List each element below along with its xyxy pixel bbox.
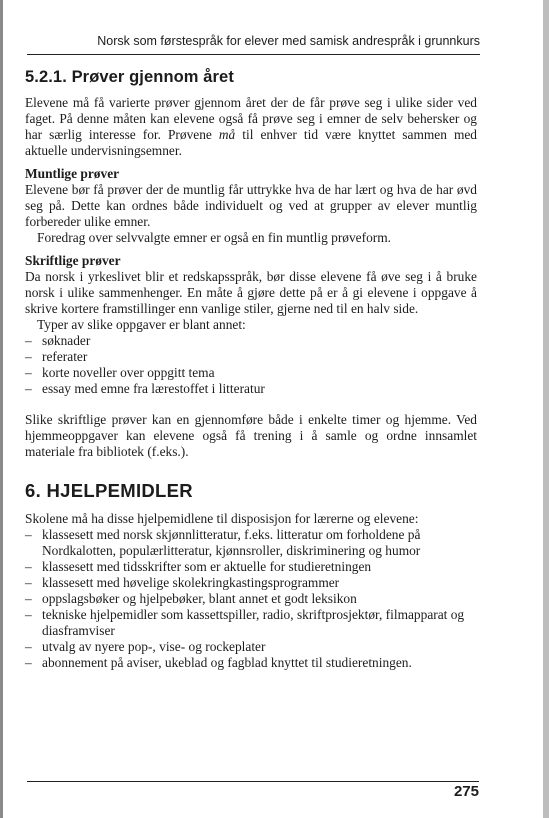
written-list-intro: Typer av slike oppgaver er blant annet:: [37, 317, 246, 332]
footer-rule: [27, 781, 479, 782]
running-header: Norsk som førstespråk for elever med samisk andrespråk i grunnkurs: [97, 34, 480, 48]
list-item: – klassesett med norsk skjønnlitteratur, f.eks. litteratur om forholdene på Nordkalotten, populærlitteratur, kjønnsroller, diskriminering og humor: [25, 527, 477, 559]
intro-text-2: til enhver tid være knyttet sammen med aktuelle undervisningsemner.: [25, 127, 477, 158]
list-item: – klassesett med høvelige skolekringkastingsprogrammer: [25, 575, 477, 591]
oral-tests-heading: Muntlige prøver: [25, 166, 120, 181]
oral-tests-paragraph: Elevene bør få prøver der de muntlig får uttrykke hva de har lært og hva de har øvd seg på. Dette kan ordnes både individuelt og ved at grupper av elever muntlig forbereder ulike emner.: [25, 182, 477, 229]
list-item: – utvalg av nyere pop-, vise- og rockeplater: [25, 639, 477, 655]
list-item: – abonnement på aviser, ukeblad og fagblad knyttet til studieretningen.: [25, 655, 477, 671]
oral-tests-paragraph-2: Foredrag over selvvalgte emner er også en fin muntlig prøveform.: [37, 230, 391, 245]
section-heading-5-2-1: 5.2.1. Prøver gjennom året: [25, 68, 234, 86]
list-item: – søknader: [25, 333, 477, 349]
intro-emphasis: må: [218, 127, 236, 142]
written-tests-list: [25, 333, 477, 397]
written-tests-paragraph: Da norsk i yrkeslivet blir et redskapsspråk, bør disse elevene få øve seg i å bruke norsk i ulike sammenhenger. En måte å gjøre dette på er å gi elevene i oppgave å skrive kortere framstillinger enn vanlige stiler, gjerne ned til en halv side.: [25, 269, 477, 316]
closing-paragraph: Slike skriftlige prøver kan en gjennomføre både i enkelte timer og hjemme. Ved hjemmeoppgaver kan elevene også få trening i å samle og ordne innsamlet materiale fra bibliotek (f.eks.).: [25, 412, 477, 459]
list-item: – oppslagsbøker og hjelpebøker, blant annet et godt leksikon: [25, 591, 477, 607]
intro-paragraph: [25, 95, 477, 159]
aids-list: [25, 527, 477, 671]
list-item: – klassesett med tidsskrifter som er aktuelle for studieretningen: [25, 559, 477, 575]
list-item: – tekniske hjelpemidler som kassettspiller, radio, skriftprosjektør, filmapparat og diasframviser: [25, 607, 477, 639]
aids-intro: Skolene må ha disse hjelpemidlene til disposisjon for lærerne og elevene:: [25, 511, 419, 526]
list-item: – referater: [25, 349, 477, 365]
page-number: 275: [453, 783, 479, 800]
scan-edge-left: [0, 0, 3, 818]
intro-text-1: Elevene må få varierte prøver gjennom året der de får prøve seg i ulike sider ved faget. På denne måten kan elevene også få prøve seg i emner de selv behersker og har særlig interesse for. Prøvene: [25, 95, 477, 142]
page-content: [25, 66, 477, 671]
header-rule: [27, 54, 480, 55]
list-item: – korte noveller over oppgitt tema: [25, 365, 477, 381]
scan-edge-right: [543, 0, 549, 818]
list-item: – essay med emne fra lærestoffet i litteratur: [25, 381, 477, 397]
written-tests-heading: Skriftlige prøver: [25, 253, 121, 268]
section-heading-6: 6. HJELPEMIDLER: [25, 480, 193, 501]
